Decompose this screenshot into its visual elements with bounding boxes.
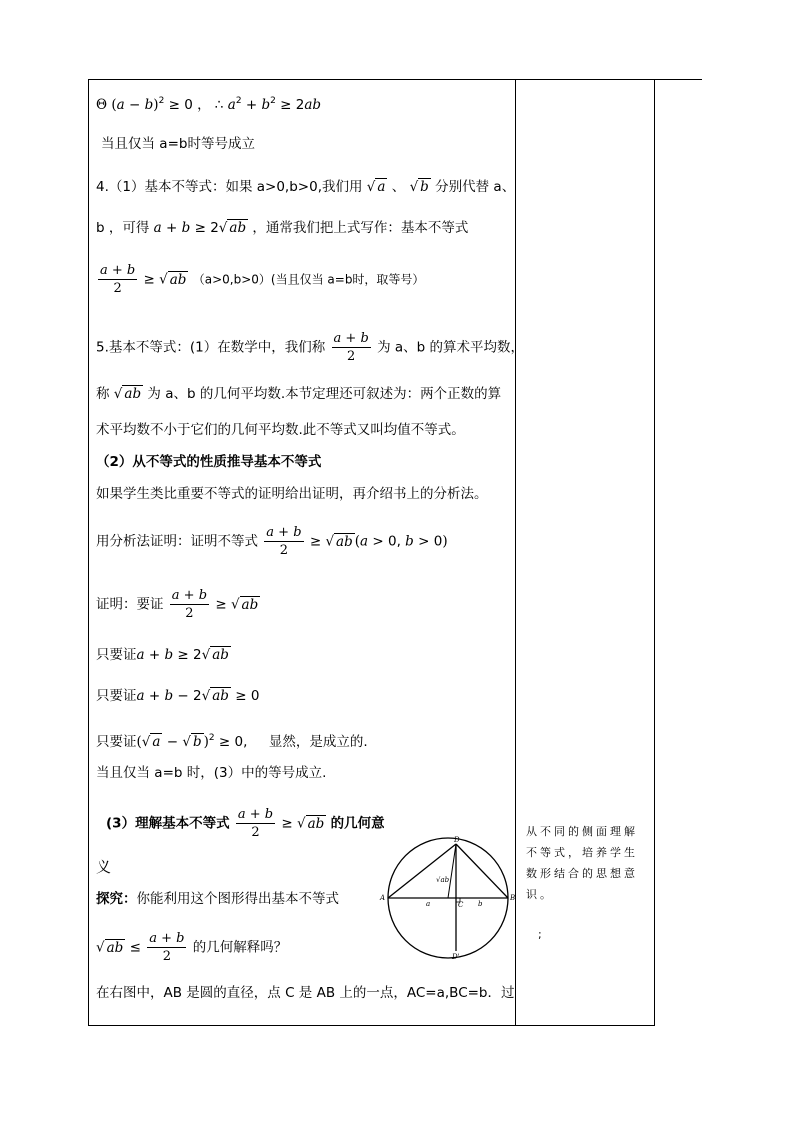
label-d-prime-point: D' [452,953,460,961]
label-a-length: a [426,900,431,908]
side-note: 从不同的侧面理解不等式，培养学生数形结合的思想意识。 [526,825,638,901]
label-sqrt-ab: √ab [436,876,450,884]
line-geometric-mean: 称 √ ab 为 a、b 的几何平均数.本节定理还可叙述为：两个正数的算 [96,386,502,402]
label-b-length: b [478,900,483,908]
line-basic-inequality: $\frac{a + b}{2}$ ≥ √ ab （a>0,b>0）(当且仅当 a=b时，取等号） [100,263,425,296]
line-geometric-meaning: (3）理解基本不等式 $\frac{a + b}{2}$ ≥ √ ab 的几何意 [106,807,385,840]
side-mark: ; [538,928,542,941]
label-a-point: A [380,894,386,902]
line-equality-condition: 当且仅当 a=b时等号成立 [101,136,255,152]
line-explore: 探究：你能利用这个图形得出基本不等式 [96,891,339,907]
radius-od [448,844,456,898]
label-b-point: B [510,894,516,902]
line-proof-step-2: 只要证a + b ≥ 2√ ab [96,647,229,663]
line-proof-step-1: 证明：要证 $\frac{a + b}{2}$ ≥ √ ab [96,588,259,621]
line-item-4: 4.（1）基本不等式：如果 a>0,b>0,我们用 √ a 、 √ b 分别代替 a、 [96,179,516,195]
line-figure-description: 在右图中，AB 是圆的直径，点 C 是 AB 上的一点，AC=a,BC=b．过 [96,985,515,1001]
line-analysis-intro: 如果学生类比重要不等式的证明给出证明，再介绍书上的分析法。 [96,486,488,502]
label-c-point: C [458,901,464,909]
line-mean-inequality: 术平均数不小于它们的几何平均数.此不等式又叫均值不等式。 [96,422,465,438]
segment-bd [456,844,508,898]
line-equality-note: 当且仅当 a=b 时，(3）中的等号成立. [96,765,327,781]
line-meaning-cont: 义 [96,858,112,876]
line-analysis-proof: 用分析法证明：证明不等式 $\frac{a + b}{2}$ ≥ √ ab (a > 0, b > 0) [96,525,448,558]
line-proof-step-3: 只要证a + b − 2√ ab ≥ 0 [96,688,260,704]
heading-derive: （2）从不等式的性质推导基本不等式 [96,454,322,470]
segment-ad [388,844,456,898]
line-identity: Θ $(a - b)^2 \ge 0$ ， ∴ $a^2 + b^2 \ge 2ab$ [96,96,322,113]
line-proof-step-4: 只要证(√ a − √ b )$^2$ ≥ 0, 显然，是成立的. [96,733,368,750]
line-item-5: 5.基本不等式：(1）在数学中，我们称 $\frac{a + b}{2}$ 为 a、b 的算术平均数， [96,331,525,364]
line-explore-formula: √ ab ≤ $\frac{a + b}{2}$ 的几何解释吗？ [96,931,288,964]
label-d-point: D [454,836,460,844]
circle-diagram [378,836,518,961]
line-item-4-cont: b ，可得 a + b ≥ 2√ ab ，通常我们把上式写作：基本不等式 [96,220,469,236]
